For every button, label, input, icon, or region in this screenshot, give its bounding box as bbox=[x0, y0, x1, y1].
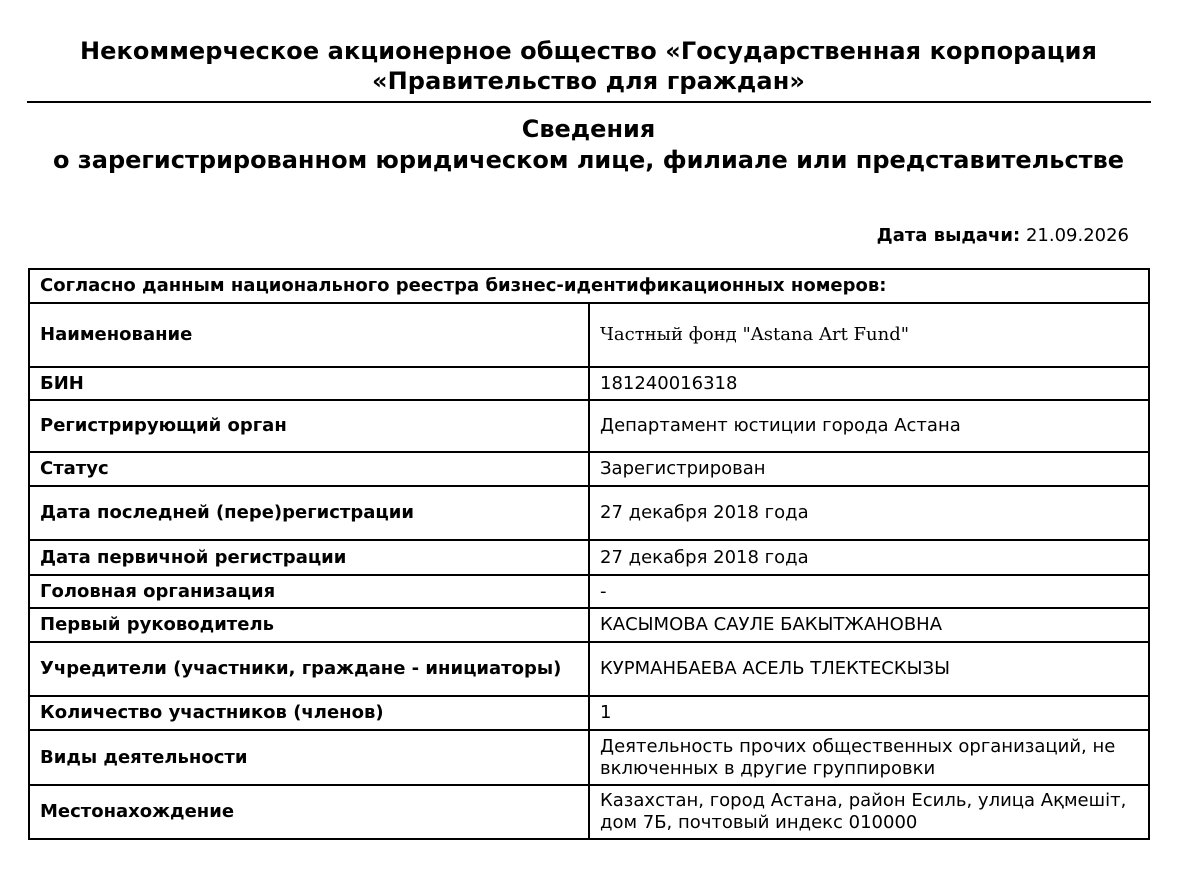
header-divider bbox=[27, 101, 1151, 103]
table-row-last-registration bbox=[29, 486, 1149, 540]
document-title-line-1: Сведения bbox=[521, 115, 656, 143]
row-value-head-manager: КАСЫМОВА САУЛЕ БАКЫТЖАНОВНА bbox=[589, 608, 1149, 642]
table-row-activities bbox=[29, 730, 1149, 785]
row-value-registrar: Департамент юстиции города Астана bbox=[589, 400, 1149, 452]
row-label-member-count: Количество участников (членов) bbox=[29, 696, 589, 730]
row-label-activities: Виды деятельности bbox=[29, 730, 589, 785]
issue-date-value: 21.09.2026 bbox=[1025, 225, 1129, 246]
table-row-name bbox=[29, 303, 1149, 367]
table-row-member-count bbox=[29, 696, 1149, 730]
registry-table bbox=[28, 268, 1150, 840]
row-label-bin: БИН bbox=[29, 367, 589, 400]
row-label-name: Наименование bbox=[29, 303, 589, 367]
row-label-registrar: Регистрирующий орган bbox=[29, 400, 589, 452]
organization-title bbox=[0, 36, 1177, 96]
issue-date bbox=[877, 225, 1129, 247]
table-row-first-registration bbox=[29, 540, 1149, 575]
issue-date-label: Дата выдачи: bbox=[876, 225, 1021, 246]
row-label-location: Местонахождение bbox=[29, 785, 589, 839]
row-value-last-registration: 27 декабря 2018 года bbox=[589, 486, 1149, 540]
row-value-location: Казахстан, город Астана, район Есиль, улица Ақмешіт, дом 7Б, почтовый индекс 010000 bbox=[589, 785, 1149, 839]
row-label-first-registration: Дата первичной регистрации bbox=[29, 540, 589, 575]
row-label-status: Статус bbox=[29, 452, 589, 486]
row-label-head-organization: Головная организация bbox=[29, 575, 589, 608]
table-row-head-manager bbox=[29, 608, 1149, 642]
row-label-head-manager: Первый руководитель bbox=[29, 608, 589, 642]
document-title-line-2: о зарегистрированном юридическом лице, филиале или представительстве bbox=[52, 146, 1125, 174]
table-row-registrar bbox=[29, 400, 1149, 452]
row-value-status: Зарегистрирован bbox=[589, 452, 1149, 486]
row-value-founders: КУРМАНБАЕВА АСЕЛЬ ТЛЕКТЕСКЫЗЫ bbox=[589, 642, 1149, 696]
row-value-activities: Деятельность прочих общественных организаций, не включенных в другие группировки bbox=[589, 730, 1149, 785]
organization-title-line-2: «Правительство для граждан» bbox=[372, 67, 805, 95]
table-row-founders bbox=[29, 642, 1149, 696]
organization-title-line-1: Некоммерческое акционерное общество «Государственная корпорация bbox=[79, 37, 1098, 65]
document-title bbox=[0, 114, 1177, 176]
table-caption: Согласно данным национального реестра бизнес-идентификационных номеров: bbox=[29, 269, 1149, 303]
table-row-location bbox=[29, 785, 1149, 839]
row-value-bin: 181240016318 bbox=[589, 367, 1149, 400]
row-value-head-organization: - bbox=[589, 575, 1149, 608]
row-value-member-count: 1 bbox=[589, 696, 1149, 730]
table-caption-row bbox=[29, 269, 1149, 303]
row-label-last-registration: Дата последней (пере)регистрации bbox=[29, 486, 589, 540]
row-value-name: Частный фонд "Astana Art Fund" bbox=[589, 303, 1149, 367]
table-row-status bbox=[29, 452, 1149, 486]
row-label-founders: Учредители (участники, граждане - инициаторы) bbox=[29, 642, 589, 696]
table-row-head-organization bbox=[29, 575, 1149, 608]
table-row-bin bbox=[29, 367, 1149, 400]
row-value-first-registration: 27 декабря 2018 года bbox=[589, 540, 1149, 575]
